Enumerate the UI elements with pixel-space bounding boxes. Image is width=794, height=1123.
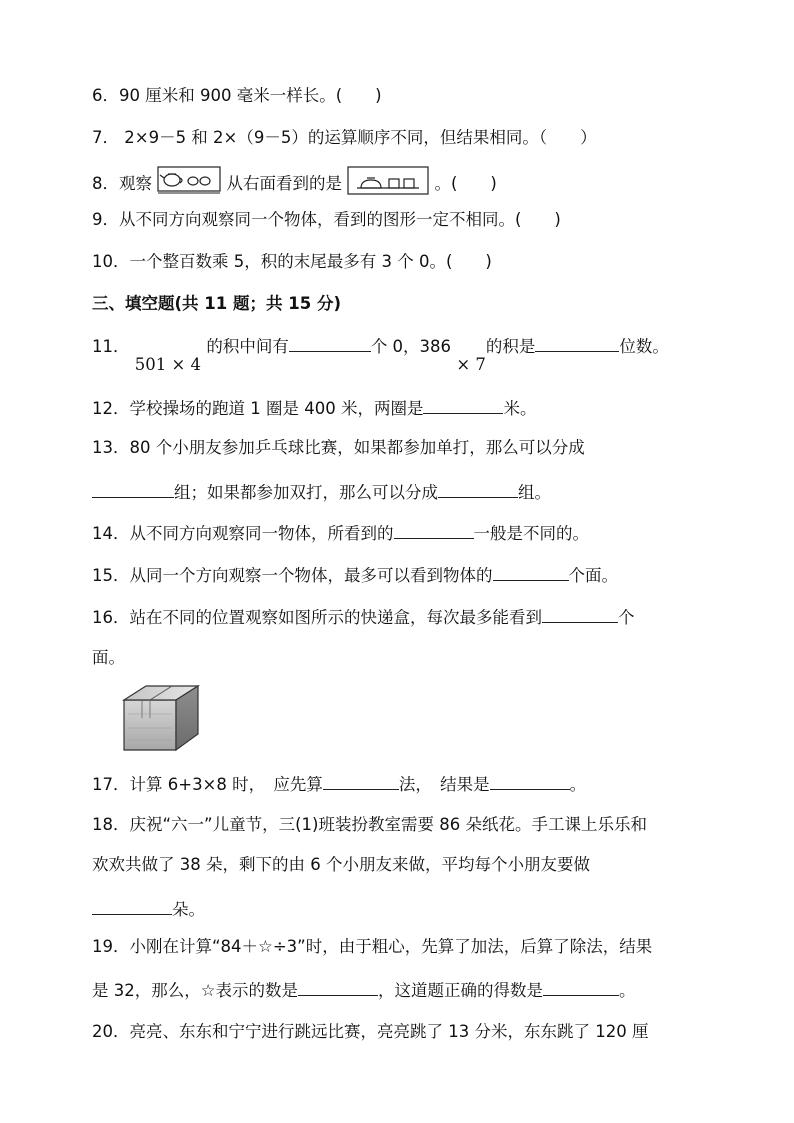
question-7 — [92, 126, 597, 150]
question-12-blank[interactable] — [423, 395, 503, 414]
question-18-text-2: 欢欢共做了 38 朵，剩下的由 6 个小朋友来做，平均每个小朋友要做 — [92, 855, 590, 874]
question-19-line-2 — [92, 977, 636, 1003]
question-19-text-2: 是 32，那么，☆表示的数是 — [92, 981, 299, 1000]
question-11-text-2: 个 0，386 — [370, 337, 452, 356]
question-12-text-2: 米。 — [503, 399, 537, 418]
question-14 — [92, 520, 589, 546]
question-11-text-3: 的积是 — [485, 337, 536, 356]
question-11-number: 11． — [92, 337, 130, 356]
question-18-line-1 — [92, 813, 647, 837]
question-17-text-3: 。 — [569, 775, 587, 794]
section-3-heading — [92, 292, 341, 316]
question-6-text: 6．90 厘米和 900 毫米一样长。( ) — [92, 86, 382, 105]
question-11-text-4: 位数。 — [619, 337, 669, 356]
question-17-text-1: 17．计算 6+3×8 时， 应先算 — [92, 775, 323, 794]
question-16-text-3: 面。 — [92, 648, 125, 667]
question-13-line-1 — [92, 436, 585, 460]
question-13-text-2: 组；如果都参加双打，那么可以分成 — [174, 483, 438, 502]
question-18-blank[interactable] — [92, 896, 172, 915]
question-19-text-3: ，这道题正确的得数是 — [378, 981, 544, 1000]
question-18-text-1: 18．庆祝“六一”儿童节，三(1)班装扮教室需要 86 朵纸花。手工课上乐乐和 — [92, 815, 647, 834]
question-19-line-1 — [92, 935, 652, 959]
question-11-expression-1: 501 × 4 — [134, 355, 202, 374]
teapot-cups-side-view-figure — [347, 166, 429, 203]
question-19-text-4: 。 — [619, 981, 636, 1000]
question-16-text-2: 个 — [618, 608, 635, 627]
question-14-blank[interactable] — [394, 520, 474, 539]
question-20-text-1: 20．亮亮、东东和宁宁进行跳远比赛，亮亮跳了 13 分米，东东跳了 120 厘 — [92, 1022, 649, 1041]
question-11-expression-2: × 7 — [456, 355, 486, 374]
question-12 — [92, 395, 536, 421]
question-13-blank-1[interactable] — [92, 479, 174, 498]
question-16-text-1: 16．站在不同的位置观察如图所示的快递盒，每次最多能看到 — [92, 608, 542, 627]
question-19-text-1: 19．小刚在计算“84＋☆÷3”时，由于粗心，先算了加法，后算了除法，结果 — [92, 937, 653, 956]
question-11 — [92, 333, 669, 374]
question-19-blank-1[interactable] — [298, 977, 378, 996]
question-14-text-1: 14．从不同方向观察同一物体，所看到的 — [92, 524, 394, 543]
question-13-line-2 — [92, 479, 551, 505]
question-9 — [92, 208, 561, 232]
question-17-text-2: 法， 结果是 — [398, 775, 490, 794]
question-17-blank-2[interactable] — [490, 771, 570, 790]
question-17-blank-1[interactable] — [323, 771, 399, 790]
question-16-line-2 — [92, 646, 125, 670]
question-14-text-2: 一般是不同的。 — [473, 524, 589, 543]
question-17 — [92, 771, 586, 797]
question-9-text: 9．从不同方向观察同一个物体，看到的图形一定不相同。( ) — [92, 210, 561, 229]
question-11-blank-1[interactable] — [289, 333, 371, 352]
question-15-blank[interactable] — [493, 562, 569, 581]
question-18-line-2 — [92, 853, 590, 877]
express-box-figure — [120, 684, 202, 758]
question-8 — [92, 166, 497, 203]
question-10-text: 10．一个整百数乘 5，积的末尾最多有 3 个 0。( ) — [92, 252, 492, 271]
question-18-line-3 — [92, 896, 205, 922]
question-16-blank[interactable] — [542, 604, 618, 623]
question-11-blank-2[interactable] — [535, 333, 619, 352]
question-8-part2: 从右面看到的是 — [226, 174, 342, 193]
question-15-text-1: 15．从同一个方向观察一个物体，最多可以看到物体的 — [92, 566, 493, 585]
question-8-part1: 8．观察 — [92, 174, 152, 193]
question-7-text: 7． 2×9－5 和 2×（9－5）的运算顺序不同，但结果相同。（ ） — [92, 128, 597, 147]
question-6 — [92, 84, 382, 108]
question-19-blank-2[interactable] — [543, 977, 619, 996]
question-13-text-1: 13．80 个小朋友参加乒乓球比赛，如果都参加单打，那么可以分成 — [92, 438, 585, 457]
question-16-line-1 — [92, 604, 635, 630]
question-13-blank-2[interactable] — [438, 479, 518, 498]
question-15 — [92, 562, 618, 588]
question-18-text-3: 朵。 — [172, 900, 205, 919]
question-13-text-3: 组。 — [518, 483, 551, 502]
question-12-text-1: 12．学校操场的跑道 1 圈是 400 米，两圈是 — [92, 399, 424, 418]
question-8-part3: 。( ) — [434, 174, 497, 193]
question-20 — [92, 1020, 648, 1044]
question-15-text-2: 个面。 — [568, 566, 618, 585]
section-3-title: 三、填空题(共 11 题；共 15 分) — [92, 294, 341, 313]
question-10 — [92, 250, 492, 274]
teapot-cups-front-figure — [157, 166, 221, 203]
question-11-text-1: 的积中间有 — [206, 337, 289, 356]
